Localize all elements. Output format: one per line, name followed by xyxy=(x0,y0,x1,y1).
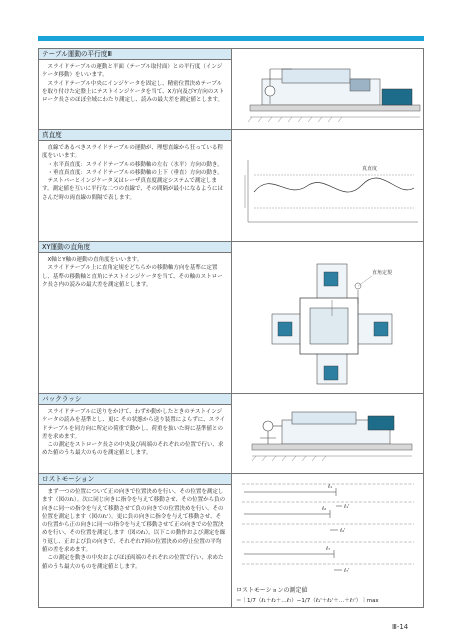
row-backlash xyxy=(39,393,423,473)
header-accent-bar xyxy=(38,36,424,41)
figure-label: 真直度 xyxy=(362,166,378,172)
row-squareness xyxy=(39,241,423,393)
formula-title: ロストモーションの測定値 xyxy=(236,587,308,594)
figure-label: 直角定規 xyxy=(372,270,393,276)
section-title: XY運動の直角度 xyxy=(39,242,231,253)
figure-label: ℓ₇ xyxy=(326,546,331,552)
squareness-figure xyxy=(232,242,423,392)
section-title: バックラッシ xyxy=(39,394,231,405)
section-body: スライドテーブルの運動と平面（テーブル取付面）との平行度（インジケータ移動）をいいます。 スライドテーブル中央にインジケータを固定し、精密位置決めテーブルを取り付けた定盤上にテストインジケータを当て、X方向及びY方向のストローク長さのほぼ全域にわたり測定し、読みの最大差を測定値とします。 xyxy=(42,64,225,104)
straightness-figure xyxy=(232,130,423,240)
section-body: 直線であるべきスライドテーブルの運動が、理想直線から狂っている程度をいいます。 ・水平真直度：スライドテーブルの移動軸の左右（水平）方向の動き。 ・垂直真直度：スライドテーブルの移動軸の上下（垂直）方向の動き。 テストバーとインジケータ又はレーザ真直度測定システムで測定します。測定値を互いに平行な二つの直線で、その間隔が最小になるようにはさんだ時の両直線の間隔で表します。 xyxy=(42,145,223,201)
figure-label: ℓ₁ xyxy=(328,484,333,490)
row-parallelism xyxy=(39,49,423,129)
section-title: 真直度 xyxy=(39,130,231,141)
parallelism-figure xyxy=(232,49,423,127)
page-number: Ⅲ-14 xyxy=(392,623,409,631)
section-body: X軸とY軸の運動の直角度をいいます。 スライドテーブル上に直角定規をどちらかの移動軸方向を基準に定置し、基準の移動軸と直角にテストインジケータを当て、その軸のストローク長さ内の読みの最大差を測定値とします。 xyxy=(42,257,223,288)
figure-label: ℓ₇' xyxy=(344,568,350,574)
section-body: スライドテーブルに送りをかけて、わずか動かしたときのテストインジケータの読みを基準とし、更に その状態から送り装置によらずに、スライドテーブルを同方向に所定の荷重で動かし、荷重を抜いた時に基準値との差を求めます。 この測定をストローク長さの中央及び両端のそれぞれの位置で行い、求めた値のうち最大のものを測定値とします。 xyxy=(42,409,226,457)
formula: ＝｜1/7（ℓ₁＋ℓ₂＋…ℓ₇）−1/7（ℓ₁'＋ℓ₂'＋…＋ℓ₇'）｜max xyxy=(236,598,379,604)
figure-label: ℓ₂' xyxy=(340,528,346,534)
row-lost-motion xyxy=(39,473,423,607)
row-straightness xyxy=(39,129,423,241)
section-title: テーブル運動の平行度Ⅲ xyxy=(39,49,231,60)
figure-label: ℓ₁' xyxy=(344,504,350,510)
section-title: ロストモーション xyxy=(39,474,231,485)
backlash-figure xyxy=(232,394,423,472)
figure-label: ℓ₂ xyxy=(322,506,327,512)
spec-table xyxy=(38,48,424,608)
lost-motion-figure xyxy=(232,474,423,604)
section-body: まず一つの位置について正の向きで位置決めを行い、その位置を測定します（図のℓ₁）。次に同じ向きに指令を与えて移動させ、その位置から負の向きに同一の指令を与えて移動させて負の向きでの位置決めを行い、その位置を測定します（図のℓ₁'）。更に負の向きに指令を与えて移動させ、その位置から正の向きに同一の指令を与えて移動させて正の向きでの位置決めを行い、その位置を測定します（図のℓ₁）。以下この動作および測定を繰り返し、正および負の向きで、それぞれ7回の位置決めの停止位置の平均値の差を求めます。 この測定を動きの中央およびほぼ両端のそれぞれの位置で行い、求めた値のうち最大のものを測定値とします。 xyxy=(42,489,226,570)
